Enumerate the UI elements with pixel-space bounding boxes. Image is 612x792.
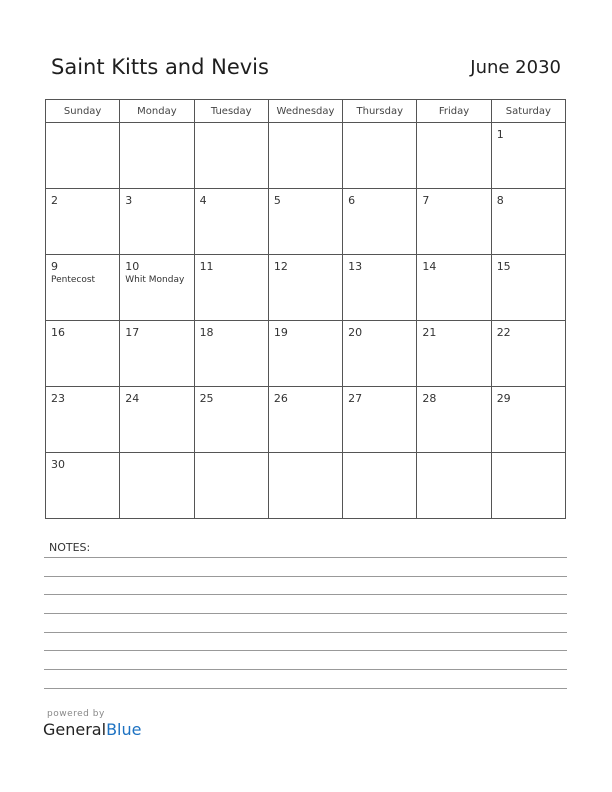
day-number: 5 — [273, 194, 281, 207]
week-row — [46, 453, 566, 519]
weekday-header: Wednesday — [268, 100, 342, 123]
day-number: 7 — [422, 194, 430, 207]
day-number: 1 — [496, 128, 504, 141]
weekday-header: Sunday — [46, 100, 120, 123]
weekday-header-row — [46, 100, 566, 123]
day-cell[interactable] — [343, 387, 417, 453]
day-number: 24 — [125, 392, 140, 405]
day-cell[interactable] — [194, 321, 268, 387]
day-cell[interactable] — [491, 321, 565, 387]
day-number: 27 — [348, 392, 363, 405]
day-cell[interactable] — [268, 321, 342, 387]
day-number: 16 — [51, 326, 65, 339]
calendar-month-year: June 2030 — [470, 57, 561, 78]
holiday-label: Pentecost — [51, 275, 96, 285]
day-cell[interactable] — [120, 189, 194, 255]
note-line — [44, 688, 567, 689]
note-line — [44, 632, 567, 633]
day-number: 20 — [348, 326, 363, 339]
day-number: 6 — [348, 194, 356, 207]
day-number: 17 — [125, 326, 140, 339]
day-cell[interactable] — [268, 453, 342, 519]
day-cell[interactable] — [268, 189, 342, 255]
day-cell[interactable] — [491, 453, 565, 519]
week-row — [46, 189, 566, 255]
note-line — [44, 576, 567, 577]
note-line — [44, 669, 567, 670]
day-number: 30 — [51, 458, 65, 471]
weekday-header: Thursday — [343, 100, 417, 123]
week-row — [46, 387, 566, 453]
brand-logo[interactable] — [43, 720, 141, 739]
day-cell[interactable] — [491, 123, 565, 189]
day-number: 14 — [422, 260, 437, 273]
day-cell[interactable] — [46, 255, 120, 321]
brand-general: General — [43, 720, 107, 739]
day-cell[interactable] — [343, 453, 417, 519]
day-number: 18 — [199, 326, 214, 339]
holiday-label: Whit Monday — [125, 275, 185, 285]
day-cell[interactable] — [120, 453, 194, 519]
brand-blue: Blue — [106, 720, 142, 739]
day-number: 12 — [273, 260, 288, 273]
day-number: 9 — [51, 260, 58, 273]
day-cell[interactable] — [417, 321, 491, 387]
day-cell[interactable] — [491, 255, 565, 321]
calendar-grid — [45, 99, 566, 519]
day-cell[interactable] — [343, 189, 417, 255]
week-row — [46, 123, 566, 189]
day-number: 11 — [199, 260, 214, 273]
day-cell[interactable] — [268, 255, 342, 321]
note-line — [44, 613, 567, 614]
day-cell[interactable] — [343, 321, 417, 387]
day-number: 13 — [348, 260, 363, 273]
day-cell[interactable] — [417, 387, 491, 453]
day-cell[interactable] — [194, 255, 268, 321]
day-cell[interactable] — [120, 255, 194, 321]
day-cell[interactable] — [194, 189, 268, 255]
weekday-header: Saturday — [491, 100, 565, 123]
day-cell[interactable] — [268, 387, 342, 453]
note-line — [44, 650, 567, 651]
day-number: 3 — [125, 194, 133, 207]
note-line — [44, 594, 567, 595]
day-number: 25 — [199, 392, 214, 405]
day-cell[interactable] — [343, 123, 417, 189]
day-number: 19 — [273, 326, 288, 339]
day-number: 23 — [51, 392, 65, 405]
day-number: 10 — [125, 260, 140, 273]
day-cell[interactable] — [194, 453, 268, 519]
day-cell[interactable] — [120, 387, 194, 453]
note-line — [44, 557, 567, 558]
day-number: 22 — [496, 326, 511, 339]
day-cell[interactable] — [46, 123, 120, 189]
notes-label: NOTES: — [49, 541, 91, 554]
calendar-body — [46, 123, 566, 519]
day-number: 29 — [496, 392, 511, 405]
day-number: 2 — [51, 194, 58, 207]
day-number: 26 — [273, 392, 288, 405]
day-cell[interactable] — [194, 387, 268, 453]
week-row — [46, 255, 566, 321]
day-number: 21 — [422, 326, 437, 339]
day-cell[interactable] — [194, 123, 268, 189]
day-number: 8 — [496, 194, 504, 207]
powered-by-text: powered by — [47, 709, 105, 719]
day-number: 28 — [422, 392, 437, 405]
day-cell[interactable] — [417, 189, 491, 255]
weekday-header: Monday — [120, 100, 194, 123]
weekday-header: Tuesday — [194, 100, 268, 123]
day-cell[interactable] — [46, 387, 120, 453]
day-cell[interactable] — [120, 321, 194, 387]
day-cell[interactable] — [343, 255, 417, 321]
day-cell[interactable] — [491, 189, 565, 255]
day-cell[interactable] — [120, 123, 194, 189]
day-cell[interactable] — [491, 387, 565, 453]
day-cell[interactable] — [268, 123, 342, 189]
day-cell[interactable] — [417, 123, 491, 189]
day-cell[interactable] — [46, 321, 120, 387]
day-cell[interactable] — [417, 453, 491, 519]
week-row — [46, 321, 566, 387]
calendar-country-title: Saint Kitts and Nevis — [51, 55, 269, 79]
day-number: 4 — [199, 194, 207, 207]
weekday-header: Friday — [417, 100, 491, 123]
day-cell[interactable] — [46, 189, 120, 255]
day-cell[interactable] — [46, 453, 120, 519]
day-cell[interactable] — [417, 255, 491, 321]
day-number: 15 — [496, 260, 511, 273]
